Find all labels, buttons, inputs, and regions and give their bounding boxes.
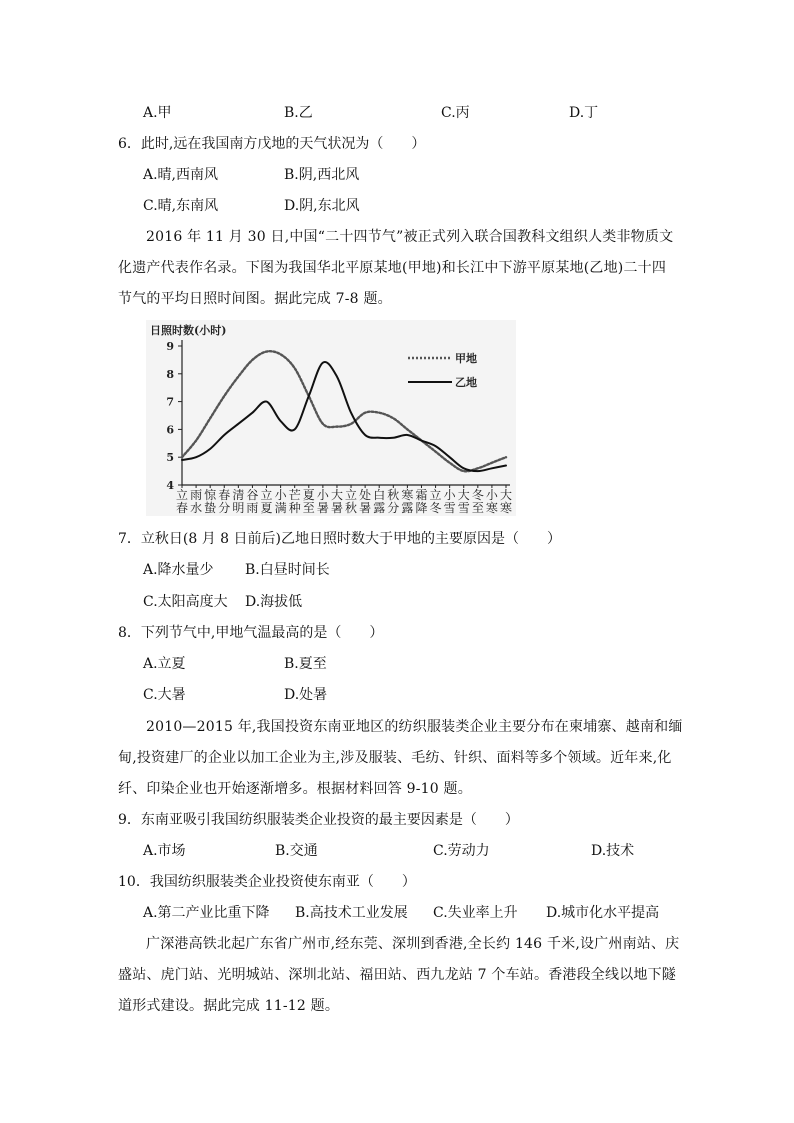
y-tick-label-4: 4 bbox=[166, 479, 174, 492]
passage1-line-3: 节气的平均日照时间图。据此完成 7-8 题。 bbox=[118, 291, 392, 307]
passage1-line-2: 化遗产代表作名录。下图为我国华北平原某地(甲地)和长江中下游平原某地(乙地)二十四 bbox=[118, 260, 667, 276]
x-tick-label-bottom-13: 暑 bbox=[359, 501, 372, 515]
x-tick-label-bottom-7: 满 bbox=[274, 501, 287, 515]
x-tick-label-top-19: 小 bbox=[443, 488, 456, 502]
q10-option-a: A.第二产业比重下降 bbox=[143, 905, 270, 921]
x-tick-label-top-23: 大 bbox=[499, 488, 513, 502]
q7-stem: 7．立秋日(8 月 8 日前后)乙地日照时数大于甲地的主要原因是（ ） bbox=[118, 531, 561, 547]
x-tick-label-top-17: 霜 bbox=[415, 488, 428, 502]
q10-option-d: D.城市化水平提高 bbox=[546, 905, 660, 921]
passage3-line-2: 盛站、虎门站、光明城站、深圳北站、福田站、西九龙站 7 个车站。香港段全线以地下隧 bbox=[118, 967, 677, 983]
x-tick-label-bottom-3: 分 bbox=[218, 501, 231, 515]
q8-option-d: D.处暑 bbox=[284, 687, 328, 703]
y-tick-label-6: 6 bbox=[166, 423, 174, 437]
x-tick-label-top-6: 立 bbox=[260, 488, 273, 502]
q7-option-d: D.海拔低 bbox=[245, 594, 303, 610]
q5-option-b: B.乙 bbox=[284, 105, 313, 121]
q5-option-a: A.甲 bbox=[143, 105, 172, 121]
q6-option-a: A.晴,西南风 bbox=[143, 167, 219, 183]
x-tick-label-bottom-14: 露 bbox=[373, 501, 386, 515]
q6-option-d: D.阴,东北风 bbox=[284, 198, 360, 214]
q10-option-c: C.失业率上升 bbox=[433, 905, 518, 921]
q5-option-c: C.丙 bbox=[441, 105, 470, 121]
q9-option-a: A.市场 bbox=[143, 843, 186, 859]
y-tick-label-5: 5 bbox=[166, 451, 174, 465]
q8-stem: 8．下列节气中,甲地气温最高的是（ ） bbox=[118, 625, 384, 641]
x-tick-label-bottom-4: 明 bbox=[232, 501, 245, 515]
y-tick-label-9: 9 bbox=[166, 340, 174, 353]
x-tick-label-bottom-23: 寒 bbox=[499, 501, 513, 515]
x-tick-label-top-14: 白 bbox=[373, 488, 386, 502]
x-tick-label-top-11: 大 bbox=[330, 488, 343, 502]
x-tick-label-top-9: 夏 bbox=[302, 488, 315, 502]
x-tick-label-bottom-22: 寒 bbox=[485, 501, 498, 515]
q10-stem: 10．我国纺织服装类企业投资使东南亚（ ） bbox=[118, 874, 416, 890]
q8-option-b: B.夏至 bbox=[284, 656, 327, 672]
x-tick-label-top-5: 谷 bbox=[246, 488, 259, 502]
x-tick-label-top-0: 立 bbox=[175, 488, 189, 502]
x-tick-label-top-1: 雨 bbox=[190, 488, 203, 502]
legend-label-1: 甲地 bbox=[455, 352, 477, 365]
q10-option-b: B.高技术工业发展 bbox=[295, 905, 408, 921]
q9-stem: 9．东南亚吸引我国纺织服装类企业投资的最主要因素是（ ） bbox=[118, 812, 519, 828]
q9-option-c: C.劳动力 bbox=[433, 843, 490, 859]
passage2-line-1: 2010—2015 年,我国投资东南亚地区的纺织服装类企业主要分布在柬埔寨、越南和缅 bbox=[146, 719, 683, 735]
q6-option-c: C.晴,东南风 bbox=[143, 198, 219, 214]
q6-option-b: B.阴,西北风 bbox=[284, 167, 360, 183]
y-axis-label: 日照时数(小时) bbox=[150, 324, 227, 337]
sunshine-hours-chart bbox=[146, 320, 516, 516]
passage2-line-3: 纤、印染企业也开始逐渐增多。根据材料回答 9-10 题。 bbox=[118, 781, 472, 797]
x-tick-label-bottom-6: 夏 bbox=[260, 501, 273, 515]
x-tick-label-top-18: 立 bbox=[429, 488, 442, 502]
x-tick-label-bottom-16: 露 bbox=[401, 501, 414, 515]
x-tick-label-top-16: 寒 bbox=[401, 488, 414, 502]
chart-background bbox=[146, 320, 516, 516]
x-tick-label-top-2: 惊 bbox=[204, 488, 217, 502]
x-tick-label-top-15: 秋 bbox=[387, 488, 400, 502]
x-tick-label-top-21: 冬 bbox=[471, 488, 484, 502]
passage2-line-2: 甸,投资建厂的企业以加工企业为主,涉及服装、毛纺、针织、面料等多个领域。近年来,化 bbox=[118, 750, 672, 766]
x-tick-label-top-13: 处 bbox=[359, 488, 372, 502]
x-tick-label-bottom-18: 冬 bbox=[429, 501, 442, 515]
x-tick-label-top-22: 小 bbox=[485, 488, 498, 502]
q9-option-d: D.技术 bbox=[591, 843, 635, 859]
q5-option-d: D.丁 bbox=[569, 105, 599, 121]
x-tick-label-top-12: 立 bbox=[345, 488, 358, 502]
passage1-line-1: 2016 年 11 月 30 日,中国“二十四节气”被正式列入联合国教科文组织人类非物质文 bbox=[146, 229, 674, 245]
x-tick-label-top-4: 清 bbox=[232, 488, 245, 502]
x-tick-label-bottom-20: 雪 bbox=[457, 501, 470, 515]
x-tick-label-top-7: 小 bbox=[274, 488, 287, 502]
x-tick-label-bottom-12: 秋 bbox=[345, 501, 358, 515]
x-tick-label-bottom-10: 暑 bbox=[316, 501, 329, 515]
q9-option-b: B.交通 bbox=[275, 843, 318, 859]
q8-option-c: C.大暑 bbox=[143, 687, 186, 703]
q7-option-c: C.太阳高度大 bbox=[143, 594, 228, 610]
q7-option-a: A.降水量少 bbox=[143, 562, 214, 578]
x-tick-label-top-10: 小 bbox=[316, 488, 329, 502]
q8-option-a: A.立夏 bbox=[143, 656, 186, 672]
passage3-line-1: 广深港高铁北起广东省广州市,经东莞、深圳到香港,全长约 146 千米,设广州南站、庆 bbox=[146, 936, 680, 952]
x-tick-label-top-8: 芒 bbox=[288, 488, 301, 502]
x-tick-label-bottom-11: 暑 bbox=[330, 501, 343, 515]
x-tick-label-bottom-19: 雪 bbox=[443, 501, 456, 515]
x-tick-label-bottom-21: 至 bbox=[471, 501, 484, 515]
x-tick-label-bottom-1: 水 bbox=[190, 501, 203, 515]
q6-stem: 6．此时,远在我国南方戊地的天气状况为（ ） bbox=[118, 136, 426, 152]
x-tick-label-bottom-5: 雨 bbox=[246, 501, 259, 515]
x-tick-label-top-3: 春 bbox=[218, 488, 231, 502]
x-tick-label-bottom-15: 分 bbox=[387, 501, 400, 515]
y-tick-label-8: 8 bbox=[166, 367, 174, 381]
x-tick-label-bottom-17: 降 bbox=[415, 501, 428, 515]
x-tick-label-bottom-0: 春 bbox=[175, 501, 189, 515]
y-tick-label-7: 7 bbox=[166, 395, 174, 409]
passage3-line-3: 道形式建设。据此完成 11-12 题。 bbox=[118, 998, 340, 1014]
x-tick-label-top-20: 大 bbox=[457, 488, 470, 502]
q7-option-b: B.白昼时间长 bbox=[245, 562, 330, 578]
x-tick-label-bottom-2: 蛰 bbox=[204, 501, 217, 515]
legend-label-2: 乙地 bbox=[455, 376, 477, 389]
x-tick-label-bottom-8: 种 bbox=[288, 501, 301, 515]
x-tick-label-bottom-9: 至 bbox=[302, 501, 315, 515]
